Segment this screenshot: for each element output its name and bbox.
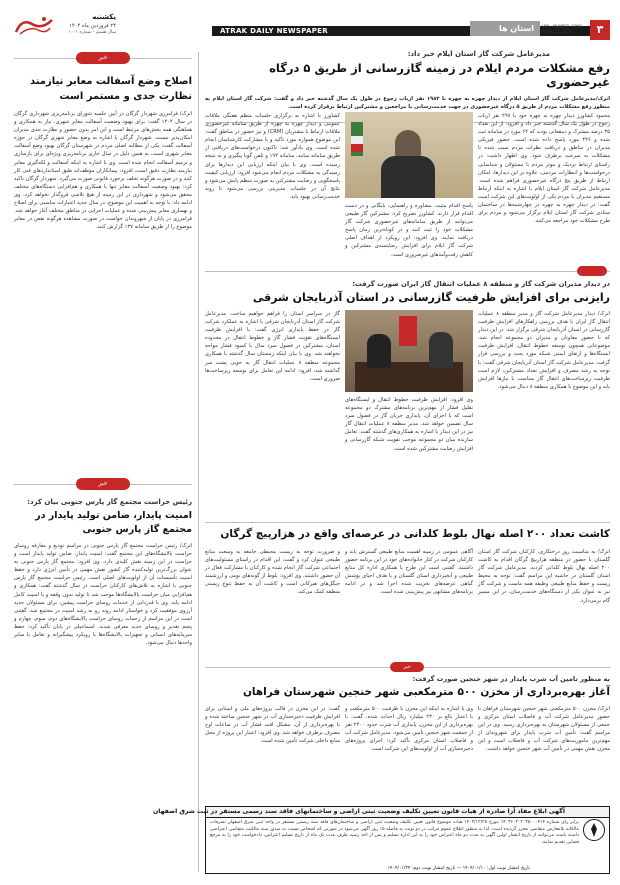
story2-col-left: گاز در سراسر استان را فراهم خواهیم ساخت. مدیرعامل شرکت گاز استان آذربایجان شرقی با اشاره به عملکرد شرکت گاز در حفظ پایداری انرژی گفت: با افزایش ظرفیت ایستگاه‌های تقویت فشار گاز و خطوط انتقال در محدوده استان، مشترکین در فصول سرد سال با کمبود فشار مواجه نخواهند شد. وی با بیان اینکه زمستان سال گذشته با همکاری مجموعه منطقه ۸ عملیات انتقال گاز به خوبی پشت سر گذاشته شد، افزود: ادامه این تعامل برای توسعه زیرساخت‌ها ضروری است. (205, 311, 340, 382)
main-col-3: پاسخ اقدام مثبت، مشاوره و راهنمایی، بایگانی و در دست اقدام قرار دارند. کشاورز تصریح کرد: مشترکین گاز طبیعی می‌توانند از طریق سامانه‌های غیرحضوری شرکت گاز مشکلات خود را ثبت کنند و در کوتاه‌ترین زمان پاسخ دریافت نمایند. وی افزود: این رویکرد از اهداف اصلی شرکت گاز ایلام برای افزایش رضایتمندی مشترکین و کاهش رفت‌وآمدهای غیرضروری است. (345, 203, 473, 258)
issue-line: سال هشتم - شماره ۱۰۰۱ (68, 30, 116, 35)
legal-notice: آگهی ابلاغ مفاد آرا صادره از هیات قانون تعیین تکلیف وضعیت ثبتی اراضی و ساختمانهای فاقد سند رسمی مستقر در ثبت شرق اصفهان برابر رای شماره ۱۴۰۳۶۰۳۰۲۰۳۵۰۰۰۴۱۴ مورخ ۱۴۰۳/۱۲/۲۸ هیات موضوع قانون تعیین تکلیف وضعیت ثبتی اراضی و ساختمان‌های فاقد سند رسمی مستقر در واحد ثبتی شرق اصفهان تصرفات مالکانه بلامعارض متقاضی محرز گردیده است. لذا به منظور اطلاع عموم مراتب در دو نوبت به فاصله ۱۵ روز آگهی می‌شود در صورتی که اشخاص نسبت به صدور سند مالکیت متقاضی اعتراضی داشته باشند می‌توانند از تاریخ انتشار اولین آگهی به مدت دو ماه اعتراض خود را به این اداره تسلیم و پس از اخذ رسید ظرف مدت یک ماه از تاریخ تسلیم اعتراض، دادخواست خود را به مرجع قضایی تقدیم نمایند. تاریخ انتشار نوبت اول: ۱۴۰۴/۰۱/۱۰ — تاریخ انتشار نوبت دوم: ۱۴۰۴/۰۱/۲۴ (205, 806, 610, 874)
story3-col-right: اترک/ به مناسبت روز درختکاری، کارکنان شرکت گاز استان گلستان با حضور در منطقه هزارپیچ گرگان اقدام به کاشت ۲۰۰ اصله نهال بلوط کلدانی کردند. مدیرعامل شرکت گاز استان گلستان در حاشیه این مراسم گفت: توجه به محیط زیست و حفظ منابع طبیعی وظیفه همه ماست و شرکت گاز نیز به عنوان یکی از دستگاه‌های خدمت‌رسان، در این مسیر گام برمی‌دارد. (478, 549, 610, 604)
story2-col-mid: وی افزود: افزایش ظرفیت خطوط انتقال و ایستگاه‌های تقلیل فشار از مهم‌ترین برنامه‌های مشترک دو مجموعه است که با اجرای آن، پایداری جریان گاز در فصول سرد سال تضمین خواهد شد. مدیر منطقه ۸ عملیات انتقال گاز نیز در این دیدار با اشاره به همکاری‌های گذشته گفت: تعامل سازنده میان دو مجموعه موجب تقویت شبکه گازرسانی و افزایش رضایت مشترکین شده است. (345, 397, 473, 452)
main-headline: رفع مشکلات مردم ایلام در زمینه گازرسانی از طریق ۵ درگاه غیرحضوری (269, 61, 610, 89)
persian-date: ۲۴ فروردین ماه ۱۴۰۴ (69, 23, 116, 29)
article-headline: امنیت پایدار، ضامن تولید پایدار در مجتمع گاز پارس جنوبی (35, 510, 192, 535)
story-3 (205, 522, 610, 540)
main-col-right: محمود کشاورز دیدار چهره به چهره خود با ۲۹۷ نفر ارباب رجوع در طول یک سال گذشته خبر داد و افزود: از این تعداد ۳۵ درصد مشترک و ذینفعانی بودند که ۶۴ مورد در سامانه ثبت شده و ۴۲۶ مورد پاسخ داده شده است. حضور فیزیکی مدیران در مناطق و دریافت نظرات مردم سبب شده تا مشکلات به سرعت برطرف شود. وی اظهار داشت: در راستای ارتباط نزدیک و موثر مردم با مسئولان و شناسایی درخواست‌ها و انتظارات مردمی، علاوه بر این دیدارها، امکان ارتباط از طریق پنج درگاه غیرحضوری فراهم شده است. مدیرعامل شرکت گاز استان ایلام با اشاره به اینکه ارتباط مستقیم مدیران با مردم یکی از اولویت‌های این شرکت است گفت: در دیدار چهره به چهره در چهارشنبه‌ها در ساختمان ستادی شرکت گاز استان ایلام برگزار می‌شود و مردم برای طرح مشکلات خود مراجعه می‌کنند. (478, 113, 610, 225)
story2-col-right: اترک/ دیدار مدیرعامل شرکت گاز و مدیر منطقه ۸ عملیات انتقال گاز ایران با هدف بررسی راهکارهای افزایش ظرفیت گازرسانی در استان آذربایجان شرقی برگزار شد. در این دیدار که با حضور معاونان و مدیران دو مجموعه انجام شد، موضوعاتی همچون توسعه خطوط انتقال، افزایش ظرفیت ایستگاه‌ها و ارتقای ایمنی شبکه مورد بحث و بررسی قرار گرفت. مدیرعامل شرکت گاز استان آذربایجان شرقی گفت: با توجه به رشد مصرف و افزایش تعداد مشترکین، لازم است ظرفیت زیرساخت‌های انتقال گاز متناسب با نیازها افزایش یابد و این موضوع با همکاری منطقه ۸ دنبال می‌شود. (478, 311, 610, 390)
news-tag (14, 478, 192, 490)
emblem-icon (583, 819, 605, 841)
vol-number: VOL. NUMRO. 1001 (542, 24, 583, 29)
paper-name-en: ATRAK DAILY NEWSPAPER (220, 27, 328, 35)
news-tag-label: خبر (390, 662, 424, 672)
main-kicker: مدیرعامل شرکت گاز استان ایلام خبر داد: (407, 50, 550, 58)
page-number-box (590, 20, 610, 40)
logo-block (14, 14, 54, 36)
story-4 (205, 662, 610, 698)
story4-kicker: به منظور تامین آب شرب پایدار در شهر خنجین صورت گرفت: (412, 675, 610, 683)
story2-headline: رایزنی برای افزایش ظرفیت گازرسانی در استان آذربایجان شرقی (252, 291, 610, 304)
news-tag (14, 52, 192, 64)
story3-headline: کاشت تعداد ۲۰۰ اصله نهال بلوط کلدانی در عرصه‌ای واقع در هزارپیچ گرگان (220, 528, 610, 540)
story-2 (205, 266, 610, 304)
left-column-bottom (14, 478, 192, 862)
logo-emblem-icon (14, 14, 54, 36)
column-divider (198, 52, 199, 872)
article-body: اترک/ فرامرزی شهردار گرگان در آیین جلسه شورای برنامه‌ریزی شهرداری گرگان در سال ۱۴۰۴ گفت: برای بهبود وضعیت آسفالت معابر شهری، نیاز به همکاری و هماهنگی همه بخش‌های مرتبط است و این امر بدون حضور و نظارت جدی مدیران امکان‌پذیر نیست. شهردار گرگان با اشاره به وضع معابر شهری گرگان در حوزه آسفالت گفت: یکی از مطالبه اصلی مردم در شهرستان گرگان بهبود وضع آسفالت معابر شهری است، به همین دلیل در سال جاری برنامه‌ریزی ویژه‌ای برای بازسازی و ترمیم آسفالت انجام شده است. وی با اشاره به اینکه آسفالت و لکه‌گیری معابر نیازمند نظارت دقیق است، افزود: پیمانکاران موظف‌اند طبق استانداردهای فنی کار کنند و در صورت هرگونه تخلف برخورد قانونی صورت می‌گیرد. شهردار گرگان تاکید کرد: بهبود وضعیت آسفالت معابر تنها با همکاری و هم‌افزایی دستگاه‌های مختلف محقق می‌شود و شهرداری در این زمینه از هیچ تلاشی فروگذار نخواهد کرد. وی ادامه داد: با توجه به اهمیت این موضوع، در سال جدید اعتبارات مناسبی برای اصلاح و بهسازی معابر پیش‌بینی شده و عملیات اجرایی در مناطق مختلف آغاز خواهد شد. فرامرزی در پایان از شهروندان خواست در صورت مشاهده هرگونه نقص در معابر موضوع را از طریق سامانه ۱۳۷ گزارش کنند. (14, 111, 192, 231)
weekday: یکشنبه (92, 13, 116, 21)
news-tag-label: خبر (76, 478, 130, 490)
story2-kicker: در دیدار مدیران شرکت گاز و منطقه ۸ عملیات انتقال گاز ایران صورت گرفت: (352, 280, 610, 288)
story4-col-left: گفت: در این مخزن در قالب پروژه‌های ملی و استانی برای افزایش ظرفیت ذخیره‌سازی آب در شهر خنجین ساخته شده و با بهره‌برداری از آن، مشکل افت فشار آب در ساعات اوج مصرف برطرف خواهد شد. وی افزود: اعتبار این پروژه از محل منابع داخلی شرکت تأمین شده است. (205, 706, 340, 745)
article-headline: اصلاح وضع آسفالت معابر نیازمند نظارت جدی و مستمر است (29, 76, 192, 102)
article-kicker: رئیس حراست مجتمع گاز پارس جنوبی بیان کرد: (27, 498, 192, 506)
page-number: ۳ (596, 23, 604, 36)
notice-date-1: تاریخ انتشار نوبت اول: ۱۴۰۴/۰۱/۱۰ (462, 866, 530, 871)
main-photo (345, 112, 473, 198)
english-date: APRIL 13.2025 (542, 29, 573, 34)
notice-body: برابر رای شماره ۱۴۰۳۶۰۳۰۲۰۳۵۰۰۰۴۱۴ مورخ ۱۴۰۳/۱۲/۲۸ هیات موضوع قانون تعیین تکلیف وضعیت ثبتی اراضی و ساختمان‌های فاقد سند رسمی مستقر در واحد ثبتی شرق اصفهان تصرفات مالکانه بلامعارض متقاضی محرز گردیده است. لذا به منظور اطلاع عموم مراتب در دو نوبت به فاصله ۱۵ روز آگهی می‌شود در صورتی که اشخاص نسبت به صدور سند مالکیت متقاضی اعتراضی داشته باشند می‌توانند از تاریخ انتشار اولین آگهی به مدت دو ماه اعتراض خود را به این اداره تسلیم و پس از اخذ رسید ظرف مدت یک ماه از تاریخ تسلیم اعتراض، دادخواست خود را به مرجع قضایی تقدیم نمایند. (210, 820, 579, 845)
section-label: استان ها (498, 24, 534, 33)
main-lead: اترک/مدیرعامل شرکت گاز استان ایلام از دیدار چهره به چهره با ۱۹۸۳ نفر ارباب رجوع در طول یک سال گذشته خبر داد و گفت: شرکت گاز استان ایلام به منظور رفع مشکلات مردم از طریق ۵ درگاه غیرحضوری در جهت خدمت‌رسانی با مراجعین و مشترکین ارتباط برقرار کرده است. (205, 96, 610, 111)
story-tag-label (577, 266, 607, 276)
story3-col-mid: آگاهی عمومی در زمینه اهمیت منابع طبیعی گسترش یابد و کارکنان شرکت در کنار خانواده‌های خود در این برنامه حضور داشتند. گفتنی است این طرح با همکاری اداره کل منابع طبیعی و آبخیزداری استان گلستان و با هدف احیای پوشش گیاهی عرصه‌های تخریب شده اجرا شد و در ادامه برنامه‌های مشابهی نیز پیش‌بینی شده است. (345, 549, 473, 596)
story3-col-left: و ضرورت توجه به زیست محیطی جامعه به وسعت منابع طبیعی عنوان کرد و گفت: این اقدام در راستای مسئولیت‌های اجتماعی شرکت گاز انجام شده و کارکنان با مشارکت فعال در آن حضور داشتند. وی افزود: بلوط از گونه‌های بومی و ارزشمند جنگل‌های هیرکانی است و کاشت آن به حفظ تنوع زیستی منطقه کمک می‌کند. (205, 549, 340, 596)
notice-headline: آگهی ابلاغ مفاد آرا صادره از هیات قانون تعیین تکلیف وضعیت ثبتی اراضی و ساختمانهای فاقد سند رسمی مستقر در ثبت شرق اصفهان (206, 807, 609, 818)
story4-col-right: اترک/ مخزن ۵۰۰ مترمکعبی شهر خنجین شهرستان فراهان با حضور مدیرعامل شرکت آب و فاضلاب استان مرکزی و جمعی از مسئولان شهرستان به بهره‌برداری رسید. وی در این مراسم گفت: تأمین آب شرب پایدار برای شهروندان از مهم‌ترین ماموریت‌های شرکت آب و فاضلاب است و این مخزن نقش مهمی در تأمین آب شهر خنجین خواهد داشت. (478, 706, 610, 753)
story4-headline: آغاز بهره‌برداری از مخزن ۵۰۰ مترمکعبی شهر خنجین شهرستان فراهان (242, 686, 610, 698)
main-col-mid: کشاورز با اشاره به برگزاری جلسات منظم هفتگی ملاقات عمومی و دیدار چهره به چهره از طریق سامانه غیرحضوری ملاقات ارتباط با مشتریان (CRM) و نیز حضور در مناطق گفت: این موضوع همواره مورد تأکید و با مشارکت کارشناسان انجام شده است. وی یادآور شد: تاکنون درخواست‌های دریافتی از طریق سامانه سامد، سامانه ۱۹۴ و تلفن گویا پیگیری و به نتیجه رسیده است. وی با بیان اینکه ارزیابی این دیدارها برای رسیدگی به مشکلات مردم انجام می‌شود افزود: ارزیابی کیفیت پاسخگویی و رضایت مشترکین به صورت منظم پایش می‌شود و نتایج آن در جلسات مدیریتی بررسی می‌شود تا روند خدمت‌رسانی بهبود یابد. (205, 113, 340, 200)
section-tab (470, 21, 540, 36)
masthead (0, 0, 620, 48)
article-body: اترک/ رئیس حراست مجتمع گاز پارس جنوبی در مراسم تودیع و معارفه روسای حراست پالایشگاه‌های این مجتمع گفت: امنیت پایدار، ضامن تولید پایدار است و حراست در این زمینه نقش کلیدی دارد. وی افزود: مجتمع گاز پارس جنوبی به عنوان بزرگ‌ترین تولیدکننده گاز کشور نقش مهمی در تأمین انرژی دارد و حفظ امنیت تأسیسات آن از اولویت‌های اصلی است. رئیس حراست مجتمع گاز پارس جنوبی با اشاره به تلاش‌های کارکنان حراست در سال گذشته گفت: همکاری و هم‌افزایی میان حراست پالایشگاه‌ها موجب شد تا تولید بدون وقفه و با امنیت کامل ادامه یابد. وی با قدردانی از خدمات روسای حراست پیشین، برای مسئولان جدید آرزوی موفقیت کرد و خواستار ادامه روند رو به رشد امنیت در مجتمع شد. گفتنی است در این مراسم از زحمات روسای حراست پالایشگاه‌های دوم، سوم، چهارم و پنجم تقدیر و روسای جدید معرفی شدند. اسماعیلی در پایان تأکید کرد: حفظ سرمایه‌های انسانی و تجهیزات پالایشگاه‌ها با رویکرد پیشگیرانه و تعامل با سایر واحدها دنبال می‌شود. (14, 543, 192, 647)
story2-photo (345, 310, 473, 392)
news-tag-label: خبر (76, 52, 130, 64)
story4-col-mid: وی با اشاره به اینکه این مخزن با ظرفیت ۵۰۰ مترمکعب و با اعتبار بالغ بر ۲۳۰ میلیارد ریال احداث شده، گفت: با بهره‌برداری از این مخزن، پایداری آب شرب حدود ۲۴۰۰ نفر از جمعیت شهر خنجین تأمین می‌شود. مدیرعامل شرکت آب و فاضلاب استان مرکزی تأکید کرد: اجرای پروژه‌های ذخیره‌سازی آب از اولویت‌های این شرکت است. (345, 706, 474, 753)
left-column-top (14, 52, 192, 455)
notice-date-2: تاریخ انتشار نوبت دوم: ۱۴۰۴/۰۱/۲۴ (387, 866, 456, 871)
vol-info (542, 24, 588, 34)
